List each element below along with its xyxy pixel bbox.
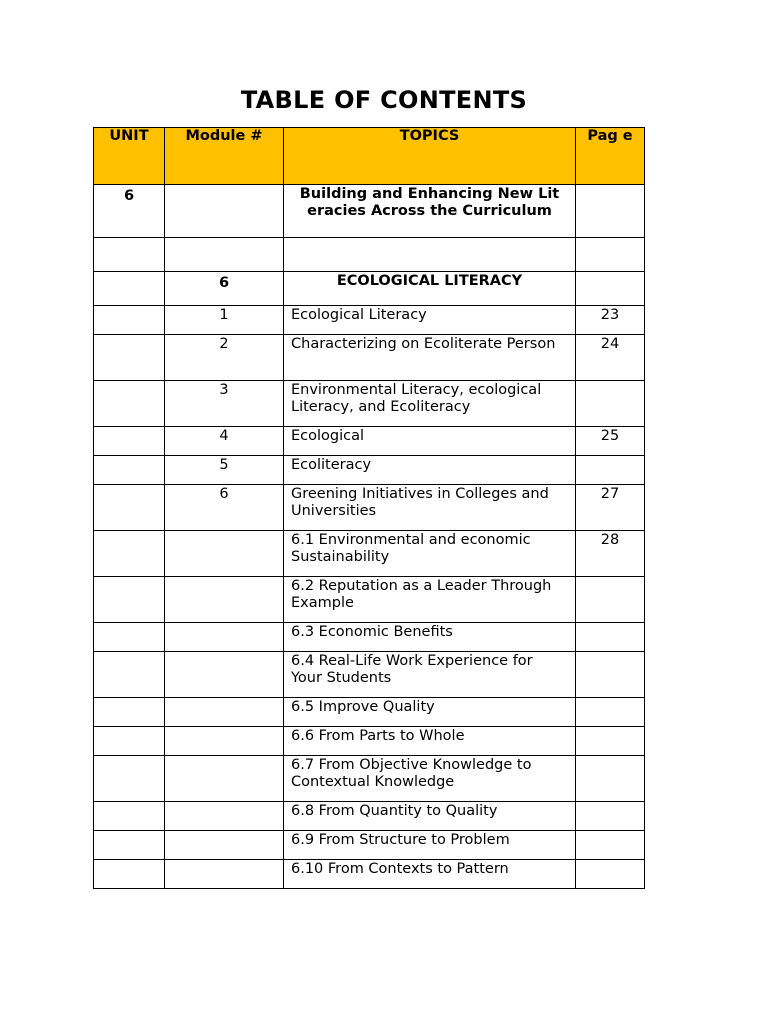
unit-cell: [94, 802, 165, 831]
topic-cell: 6.9 From Structure to Problem: [284, 831, 576, 860]
unit-cell: [94, 698, 165, 727]
page-cell: [576, 185, 645, 238]
page-cell: [576, 381, 645, 427]
page-cell: 27: [576, 485, 645, 531]
unit-cell: [94, 456, 165, 485]
unit-cell: [94, 577, 165, 623]
page-cell: 24: [576, 335, 645, 381]
module-cell: [165, 577, 284, 623]
topic-cell: Ecoliteracy: [284, 456, 576, 485]
unit-cell: [94, 531, 165, 577]
module-cell: 3: [165, 381, 284, 427]
module-cell: [165, 860, 284, 889]
page-cell: [576, 456, 645, 485]
page-cell: 28: [576, 531, 645, 577]
module-cell: [165, 698, 284, 727]
page-cell: [576, 577, 645, 623]
table-row: [94, 531, 645, 577]
toc-table: [93, 127, 645, 889]
table-row: [94, 185, 645, 238]
unit-cell: [94, 623, 165, 652]
unit-cell: 6: [94, 185, 165, 238]
topic-cell: 6.2 Reputation as a Leader Through Example: [284, 577, 576, 623]
module-cell: [165, 531, 284, 577]
topic-cell: Ecological: [284, 427, 576, 456]
module-cell: 2: [165, 335, 284, 381]
table-row: [94, 238, 645, 272]
module-cell: [165, 652, 284, 698]
unit-cell: [94, 238, 165, 272]
table-row: [94, 456, 645, 485]
topic-cell: 6.7 From Objective Knowledge to Contextual Knowledge: [284, 756, 576, 802]
unit-cell: [94, 381, 165, 427]
table-row: [94, 335, 645, 381]
unit-cell: [94, 652, 165, 698]
unit-cell: [94, 756, 165, 802]
page-cell: [576, 860, 645, 889]
page-cell: [576, 238, 645, 272]
module-cell: [165, 831, 284, 860]
page-cell: [576, 652, 645, 698]
header-unit: UNIT: [94, 128, 165, 185]
module-cell: 5: [165, 456, 284, 485]
topic-cell: 6.8 From Quantity to Quality: [284, 802, 576, 831]
unit-cell: [94, 306, 165, 335]
page-cell: [576, 756, 645, 802]
header-page: Pag e: [576, 128, 645, 185]
header-topics: TOPICS: [284, 128, 576, 185]
unit-cell: [94, 272, 165, 306]
module-cell: 6: [165, 485, 284, 531]
table-row: [94, 306, 645, 335]
page-cell: [576, 698, 645, 727]
table-row: [94, 756, 645, 802]
unit-cell: [94, 727, 165, 756]
page-cell: 25: [576, 427, 645, 456]
topic-cell: Ecological Literacy: [284, 306, 576, 335]
topic-cell: Building and Enhancing New Lit eracies Across the Curriculum: [284, 185, 576, 238]
topic-cell: 6.5 Improve Quality: [284, 698, 576, 727]
table-row: [94, 831, 645, 860]
module-cell: [165, 238, 284, 272]
topic-cell: Greening Initiatives in Colleges and Universities: [284, 485, 576, 531]
table-row: [94, 485, 645, 531]
unit-cell: [94, 831, 165, 860]
page-cell: [576, 272, 645, 306]
topic-cell: ECOLOGICAL LITERACY: [284, 272, 576, 306]
topic-cell: Characterizing on Ecoliterate Person: [284, 335, 576, 381]
module-cell: 6: [165, 272, 284, 306]
module-cell: 4: [165, 427, 284, 456]
header-module: Module #: [165, 128, 284, 185]
table-row: [94, 427, 645, 456]
page-cell: [576, 623, 645, 652]
table-row: [94, 727, 645, 756]
table-row: [94, 577, 645, 623]
topic-cell: 6.4 Real-Life Work Experience for Your Students: [284, 652, 576, 698]
table-row: [94, 860, 645, 889]
table-row: [94, 272, 645, 306]
topic-cell: [284, 238, 576, 272]
module-cell: [165, 727, 284, 756]
table-row: [94, 381, 645, 427]
table-header-row: [94, 128, 645, 185]
unit-cell: [94, 335, 165, 381]
table-row: [94, 623, 645, 652]
module-cell: [165, 185, 284, 238]
table-row: [94, 698, 645, 727]
unit-cell: [94, 860, 165, 889]
table-row: [94, 802, 645, 831]
module-cell: [165, 756, 284, 802]
topic-cell: 6.3 Economic Benefits: [284, 623, 576, 652]
page-cell: 23: [576, 306, 645, 335]
page-title: TABLE OF CONTENTS: [240, 86, 528, 114]
page-cell: [576, 802, 645, 831]
topic-cell: 6.6 From Parts to Whole: [284, 727, 576, 756]
topic-cell: Environmental Literacy, ecological Literacy, and Ecoliteracy: [284, 381, 576, 427]
table-row: [94, 652, 645, 698]
module-cell: 1: [165, 306, 284, 335]
unit-cell: [94, 427, 165, 456]
topic-cell: 6.10 From Contexts to Pattern: [284, 860, 576, 889]
topic-cell: 6.1 Environmental and economic Sustainability: [284, 531, 576, 577]
page-cell: [576, 727, 645, 756]
module-cell: [165, 623, 284, 652]
page-cell: [576, 831, 645, 860]
unit-cell: [94, 485, 165, 531]
module-cell: [165, 802, 284, 831]
